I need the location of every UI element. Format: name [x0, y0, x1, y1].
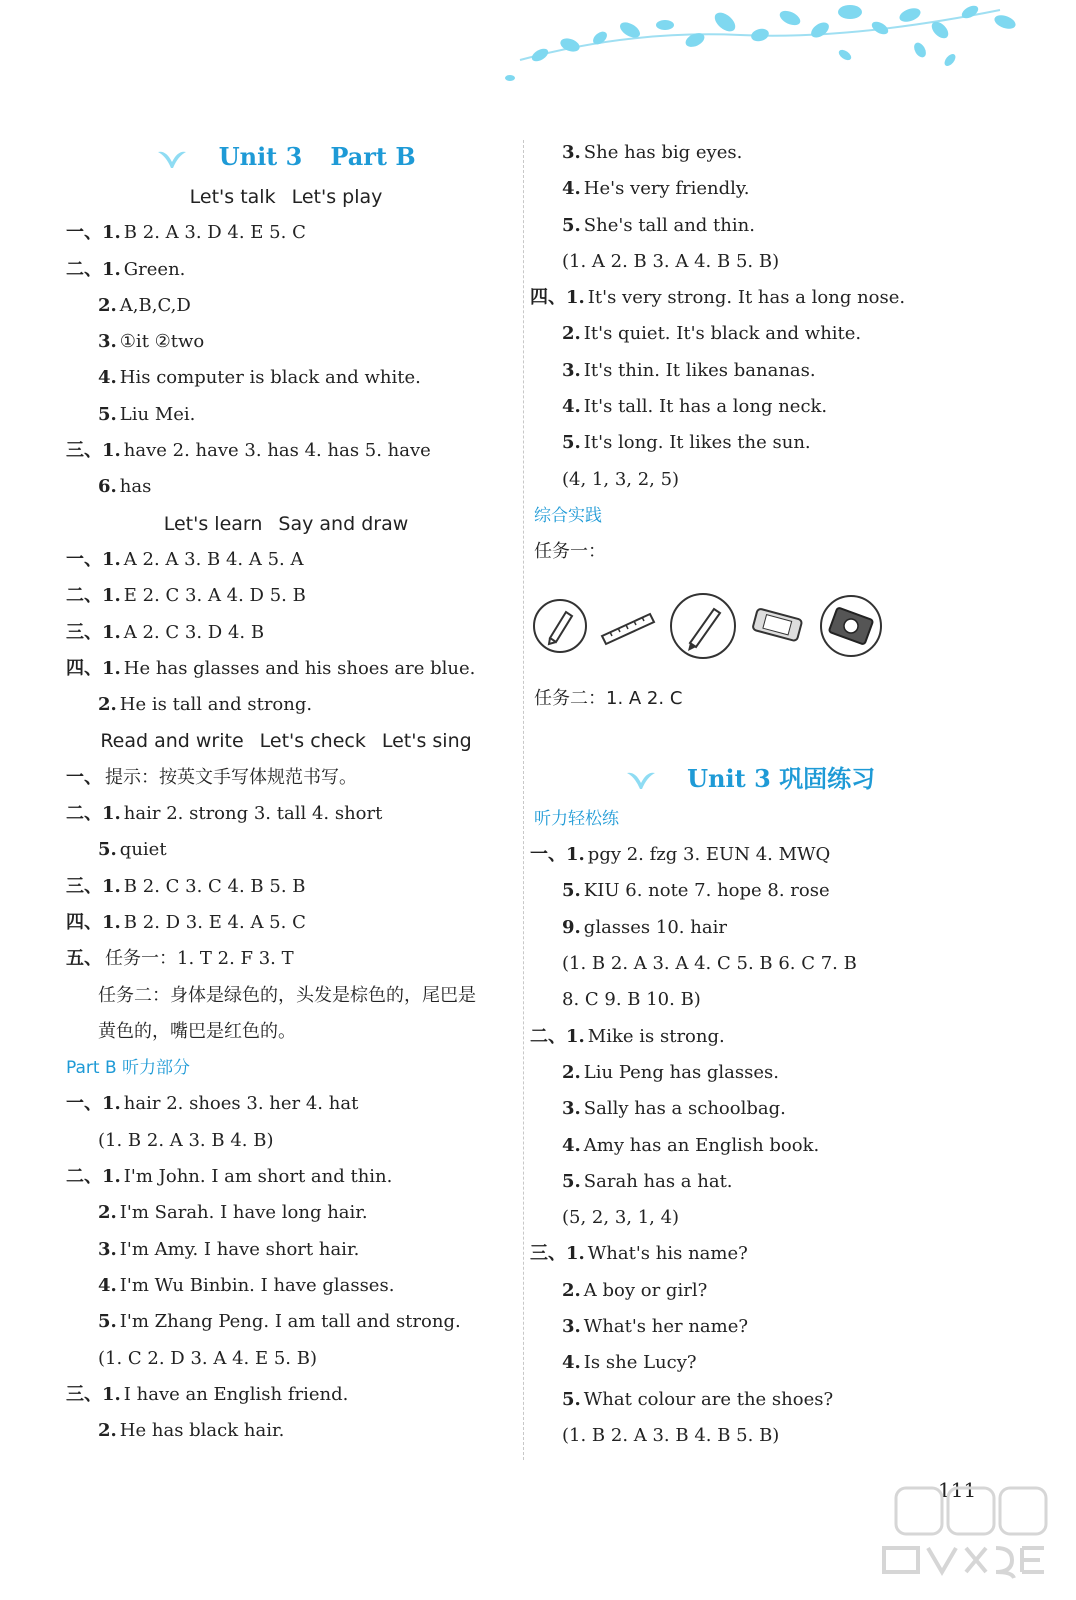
listening-practice-label: 听力轻松练 — [534, 808, 619, 829]
item-number: 一、1. — [66, 548, 121, 570]
answer-line — [530, 946, 970, 982]
answer-line — [66, 978, 506, 1014]
answer-line — [530, 1091, 970, 1127]
answer-text: (1. C 2. D 3. A 4. E 5. B) — [98, 1347, 317, 1369]
item-number: 4. — [98, 367, 117, 389]
answer-line — [66, 252, 506, 288]
item-number: 四、1. — [66, 657, 121, 679]
answer-text: (4, 1, 3, 2, 5) — [562, 468, 680, 490]
part-label: Part B — [330, 142, 416, 171]
answer-line — [530, 208, 970, 244]
answer-text: Liu Mei. — [119, 403, 196, 425]
answer-text: hair 2. shoes 3. her 4. hat — [123, 1093, 359, 1115]
answer-text: Liu Peng has glasses. — [583, 1061, 779, 1083]
item-number: 2. — [98, 694, 117, 716]
answer-line — [530, 837, 970, 873]
item-number: 9. — [562, 916, 581, 938]
item-number: 一、1. — [530, 844, 585, 866]
item-number: 5. — [562, 1388, 581, 1410]
answer-line — [66, 542, 506, 578]
heading-part: Let's play — [291, 186, 383, 208]
answer-line — [66, 760, 506, 796]
answer-text: 8. C 9. B 10. B) — [562, 989, 701, 1011]
answer-line — [66, 941, 506, 977]
item-number: 2. — [98, 1420, 117, 1442]
ruler-icon — [598, 606, 658, 646]
answer-text: ①it ②two — [119, 331, 205, 353]
item-number: 3. — [98, 1238, 117, 1260]
answer-text: 任务二：身体是绿色的，头发是棕色的，尾巴是 — [98, 984, 476, 1006]
item-number: 5. — [562, 880, 581, 902]
answer-line — [530, 873, 970, 909]
item-number: 一、 — [66, 766, 102, 788]
heading-part: Say and draw — [278, 512, 409, 535]
item-number: 二、1. — [66, 803, 121, 825]
answer-line — [530, 353, 970, 389]
answer-text: He's very friendly. — [583, 178, 750, 200]
answer-text: He is tall and strong. — [119, 694, 313, 716]
answer-line — [530, 910, 970, 946]
item-number: 5. — [98, 839, 117, 861]
answer-text: KIU 6. note 7. hope 8. rose — [583, 880, 830, 902]
watermark-logo-icon — [876, 1478, 1066, 1588]
section-heading — [66, 723, 506, 759]
answer-line — [530, 280, 970, 316]
item-number: 三、1. — [66, 621, 121, 643]
answer-line — [66, 1159, 506, 1195]
item-number: 二、1. — [66, 585, 121, 607]
answer-text: A,B,C,D — [119, 294, 191, 316]
answer-text: A 2. A 3. B 4. A 5. A — [123, 548, 304, 570]
item-number: 3. — [562, 359, 581, 381]
item-number: 2. — [98, 1202, 117, 1224]
answer-line — [530, 1273, 970, 1309]
answer-text: I'm John. I am short and thin. — [123, 1166, 393, 1188]
answer-line — [66, 869, 506, 905]
answer-line — [530, 462, 970, 498]
pencil-icon — [532, 598, 588, 654]
answer-text: hair 2. strong 3. tall 4. short — [123, 803, 383, 825]
item-number: 二、1. — [66, 1166, 121, 1188]
item-number: 2. — [562, 323, 581, 345]
answer-line — [530, 244, 970, 280]
heading-part: Let's learn — [163, 512, 263, 535]
item-number: 3. — [562, 1098, 581, 1120]
answer-text: It's quiet. It's black and white. — [583, 323, 862, 345]
answer-text: It's long. It likes the sun. — [583, 432, 811, 454]
answer-text: I'm Amy. I have short hair. — [119, 1238, 360, 1260]
section-heading — [66, 506, 506, 542]
answer-text: I'm Sarah. I have long hair. — [119, 1202, 368, 1224]
item-number: 2. — [98, 294, 117, 316]
right-column — [530, 135, 970, 1454]
item-number: 4. — [562, 1352, 581, 1374]
answer-text: Is she Lucy? — [583, 1352, 697, 1374]
item-number: 4. — [98, 1274, 117, 1296]
answer-line — [66, 1195, 506, 1231]
answer-text: I'm Wu Binbin. I have glasses. — [119, 1274, 395, 1296]
answer-text: It's very strong. It has a long nose. — [587, 287, 906, 309]
answer-text: Sarah has a hat. — [583, 1170, 733, 1192]
answer-text: (1. B 2. A 3. A 4. C 5. B 6. C 7. B — [562, 953, 857, 975]
answer-line — [66, 615, 506, 651]
answer-text: What colour are the shoes? — [583, 1388, 834, 1410]
answer-text: have 2. have 3. has 4. has 5. have — [123, 440, 431, 462]
answer-line — [66, 905, 506, 941]
section-heading — [66, 179, 506, 215]
answer-line — [530, 1309, 970, 1345]
item-number: 2. — [562, 1279, 581, 1301]
review-title-text: Unit 3 巩固练习 — [687, 763, 876, 793]
left-column — [66, 135, 506, 1449]
answer-text: B 2. A 3. D 4. E 5. C — [123, 222, 306, 244]
answer-line — [530, 1382, 970, 1418]
item-number: 二、1. — [66, 258, 121, 280]
item-number: 四、1. — [530, 287, 585, 309]
answer-list — [66, 1086, 506, 1449]
answer-line — [530, 1236, 970, 1272]
answer-line — [66, 1232, 506, 1268]
answer-text: She's tall and thin. — [583, 214, 755, 236]
leaf-decoration-icon — [480, 0, 1040, 90]
answer-line — [530, 1345, 970, 1381]
item-number: 一、1. — [66, 222, 121, 244]
item-number: 四、1. — [66, 911, 121, 933]
answer-line — [66, 796, 506, 832]
answer-line — [530, 389, 970, 425]
answer-line — [66, 215, 506, 251]
answer-text: Sally has a schoolbag. — [583, 1098, 786, 1120]
item-number: 3. — [98, 331, 117, 353]
answer-text: What's his name? — [587, 1243, 748, 1265]
answer-line — [530, 1128, 970, 1164]
answer-line — [66, 469, 506, 505]
answer-text: B 2. C 3. C 4. B 5. B — [123, 875, 306, 897]
item-number: 4. — [562, 1134, 581, 1156]
answer-text: His computer is black and white. — [119, 367, 421, 389]
item-number: 五、 — [66, 948, 102, 970]
answer-text: (1. A 2. B 3. A 4. B 5. B) — [562, 250, 780, 272]
heading-part: Read and write — [100, 730, 244, 753]
item-number: 4. — [562, 178, 581, 200]
answer-text: E 2. C 3. A 4. D 5. B — [123, 585, 306, 607]
pencil-box-icon — [818, 593, 884, 659]
unit-title — [66, 135, 506, 179]
answer-line — [530, 316, 970, 352]
answer-text: 提示：按英文手写体规范书写。 — [105, 766, 357, 788]
answer-line — [66, 1413, 506, 1449]
answer-text: quiet — [119, 839, 167, 861]
item-number: 5. — [98, 1311, 117, 1333]
answer-text: He has glasses and his shoes are blue. — [123, 657, 476, 679]
item-number: 5. — [562, 214, 581, 236]
item-number: 三、1. — [530, 1243, 585, 1265]
answer-line — [66, 578, 506, 614]
answer-line — [530, 1164, 970, 1200]
unit-label: Unit 3 — [218, 142, 303, 171]
bird-icon — [625, 769, 657, 791]
answer-list — [66, 215, 506, 505]
answer-text: He has black hair. — [119, 1420, 285, 1442]
answer-line — [66, 1123, 506, 1159]
practice-label: 综合实践 — [534, 505, 602, 526]
heading-part: Let's talk — [189, 186, 276, 208]
answer-line — [66, 1086, 506, 1122]
answer-line — [66, 1304, 506, 1340]
item-number: 4. — [562, 396, 581, 418]
answer-text: has — [119, 476, 152, 498]
task-one-label: 任务一： — [534, 541, 606, 563]
eraser-icon — [748, 604, 808, 648]
answer-line — [530, 982, 970, 1018]
answer-list — [530, 135, 970, 498]
answer-list — [66, 760, 506, 1050]
answer-text: A 2. C 3. D 4. B — [123, 621, 265, 643]
answer-line — [66, 1014, 506, 1050]
answer-list — [530, 837, 970, 1454]
answer-text: pgy 2. fzg 3. EUN 4. MWQ — [587, 844, 831, 866]
stationery-icons — [530, 571, 970, 681]
answer-text: 任务一：1. T 2. F 3. T — [105, 948, 294, 970]
answer-text: (1. B 2. A 3. B 4. B) — [98, 1129, 274, 1151]
item-number: 3. — [562, 142, 581, 163]
answer-text: It's tall. It has a long neck. — [583, 396, 828, 418]
answer-text: I have an English friend. — [123, 1383, 349, 1405]
answer-text: A boy or girl? — [583, 1279, 708, 1301]
item-number: 5. — [98, 403, 117, 425]
answer-line — [530, 1200, 970, 1236]
item-number: 5. — [562, 1170, 581, 1192]
answer-text: What's her name? — [583, 1316, 749, 1338]
answer-text: Green. — [123, 258, 186, 280]
answer-text: I'm Zhang Peng. I am tall and strong. — [119, 1311, 461, 1333]
heading-part: Let's check — [259, 730, 366, 753]
pen-icon — [668, 591, 738, 661]
answer-line — [66, 1341, 506, 1377]
listening-section-label: Part B 听力部分 — [66, 1058, 191, 1079]
item-number: 一、1. — [66, 1093, 121, 1115]
task-two-answer: 任务二：1. A 2. C — [534, 687, 683, 709]
item-number: 三、1. — [66, 440, 121, 462]
answer-text: Mike is strong. — [587, 1025, 725, 1047]
answer-text: 黄色的，嘴巴是红色的。 — [98, 1020, 296, 1042]
item-number: 3. — [562, 1316, 581, 1338]
answer-line — [66, 397, 506, 433]
bird-icon — [156, 148, 188, 170]
answer-line — [66, 651, 506, 687]
answer-text: It's thin. It likes bananas. — [583, 359, 816, 381]
answer-text: B 2. D 3. E 4. A 5. C — [123, 911, 306, 933]
answer-text: She has big eyes. — [583, 142, 743, 163]
answer-text: (5, 2, 3, 1, 4) — [562, 1207, 680, 1229]
answer-line — [530, 425, 970, 461]
column-divider — [523, 140, 524, 1460]
answer-text: (1. B 2. A 3. B 4. B 5. B) — [562, 1424, 780, 1446]
answer-line — [530, 1019, 970, 1055]
answer-line — [66, 288, 506, 324]
item-number: 三、1. — [66, 1383, 121, 1405]
answer-line — [66, 1268, 506, 1304]
item-number: 三、1. — [66, 875, 121, 897]
answer-line — [530, 171, 970, 207]
answer-line — [530, 1055, 970, 1091]
answer-line — [66, 324, 506, 360]
item-number: 5. — [562, 432, 581, 454]
answer-list — [66, 542, 506, 723]
item-number: 二、1. — [530, 1025, 585, 1047]
answer-line — [66, 433, 506, 469]
answer-line — [66, 832, 506, 868]
answer-line — [530, 135, 970, 171]
item-number: 2. — [562, 1061, 581, 1083]
page-number: 111 — [938, 1478, 977, 1502]
answer-line — [530, 1418, 970, 1454]
answer-line — [66, 1377, 506, 1413]
answer-line — [66, 360, 506, 396]
review-title — [530, 757, 970, 801]
heading-part: Let's sing — [381, 730, 472, 753]
answer-text: glasses 10. hair — [583, 916, 727, 938]
answer-text: Amy has an English book. — [583, 1134, 820, 1156]
item-number: 6. — [98, 476, 117, 498]
answer-line — [66, 687, 506, 723]
